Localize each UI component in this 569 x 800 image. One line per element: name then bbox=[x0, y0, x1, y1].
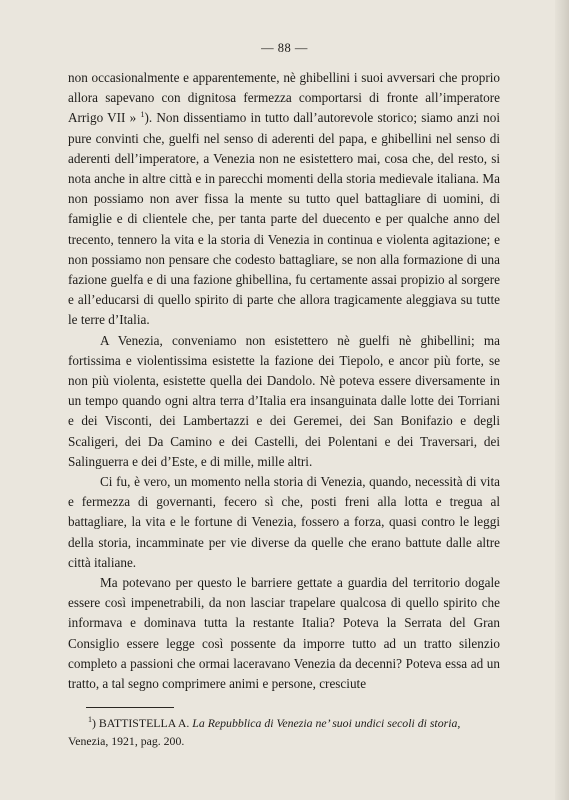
footnote-title: La Repubblica di Venezia ne’ suoi undici secoli di storia, bbox=[192, 716, 461, 730]
footnote-author: BATTISTELLA A. bbox=[98, 716, 190, 730]
body-text bbox=[68, 68, 500, 694]
footnote: $^1$) BATTISTELLA A. La Repubblica di Venezia ne’ suoi undici secoli di storia, Venezia, 1921, pag. 200. bbox=[68, 715, 461, 748]
footnote-marker: 1 bbox=[88, 715, 92, 724]
footnote-reference: 1 bbox=[140, 110, 145, 120]
page-number: — 88 — bbox=[261, 41, 308, 55]
paragraph: A Venezia, conveniamo non esistettero nè guelfi nè ghibellini; ma fortissima e violentissima esistette la fazione dei Tiepolo, e ancor più forte, se non più violenta, esistette quella dei Dandolo. Nè poteva essere diversamente in un tempo quando ogni altra terra d’Italia era insanguinata dalle lotte dei Torriani e dei Visconti, dei Lambertazzi e dei Geremei, dei San Bonifazio e degli Scaligeri, dei Da Camino e dei Castelli, dei Polentani e dei Traversari, dei Salinguerra e dei d’Este, e di mille, mille altri. bbox=[68, 332, 500, 469]
footnote-details: Venezia, 1921, pag. 200. bbox=[68, 734, 185, 748]
page-edge-shadow bbox=[555, 0, 569, 800]
footnote-divider bbox=[86, 707, 174, 708]
paragraph: Ma potevano per questo le barriere gettate a guardia del territorio dogale essere così impenetrabili, da non lasciar trapelare qualcosa di quello spirito che informava e dominava tutta la restante Italia? Poteva la Serrata del Gran Consiglio essere legge così possente da imporre tutto ad un tratto silenzio completo a passioni che ormai laceravano Venezia da decenni? Poteva essa ad un tratto, a tal segno comprimere animi e persone, cresciute bbox=[68, 575, 500, 692]
paragraph: Ci fu, è vero, un momento nella storia di Venezia, quando, necessità di vita e fermezza di governanti, fecero sì che, posti freni alla lotta e tregua al battagliare, la vita e le fortune di Venezia, fossero a forza, quasi contro le leggi della storia, incamminate per vie diverse da quelle che erano battute dalle altre città italiane. bbox=[68, 474, 500, 570]
paragraph: non occasionalmente e apparentemente, nè ghibellini i suoi avversari che proprio allora sapevano con dignitosa fermezza comportarsi di fronte all’imperatore Arrigo VII » $^1$). Non dissentiamo in tutto dall’autorevole storico; siamo anzi noi pure convinti che, guelfi nel senso di aderenti del papa, e ghibellini nel senso di aderenti dell’imperatore, a Venezia non ne esistettero mai, cosa che, del resto, si nota anche in altre città e in parecchi momenti della storia medievale italiana. Ma non possiamo non aver fissa la mente su tutto quel battagliare di uomini, di famiglie e di clientele che, per tanta parte del duecento e per qualche anno del trecento, tennero la vita e la storia di Venezia in continua e violenta agitazione; e non possiamo non pensare che codesto battagliare, se non alla formazione di una fazione guelfa e di una fazione ghibellina, fu certamente assai propizio al sorgere e all’educarsi di quello spirito di parte che allora tragicamente aleggiava su tutte le terre d’Italia. bbox=[68, 70, 500, 328]
